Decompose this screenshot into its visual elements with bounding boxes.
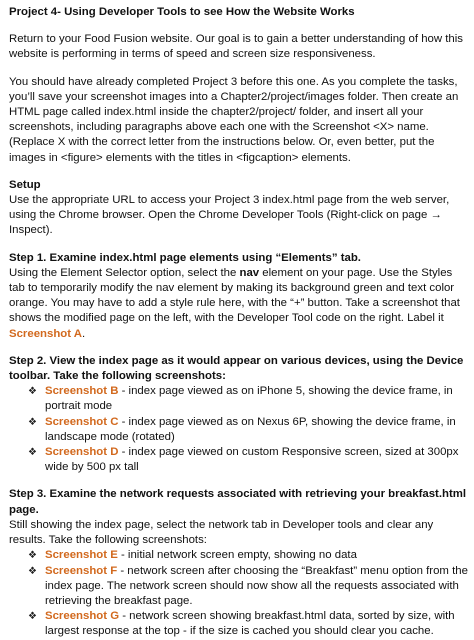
setup-text: Use the appropriate URL to access your Project 3 index.html page from the web server, using the Chrome browser. Open the Chrome Developer Tools (Right-click on page → Inspect). [9, 194, 450, 237]
instructions-paragraph: You should have already completed Project 3 before this one. As you complete the tasks, you’ll save your screenshot images into a Chapter2/project/images folder. Then create an HTML page called index.html inside the chapter2/project/ folder, and insert all your screenshots, including paragraphs above each one with the Screenshot <X> name. (Replace X with the correct letter from the instructions below. Or, even better, put the images in <figure> elements with the titles in <figcaption> elements. [9, 75, 459, 164]
screenshot-a-label: Screenshot A [9, 327, 83, 340]
list-item [9, 445, 469, 475]
step3-heading: Step 3. Examine the network requests associated with retrieving your breakfast.html page. [9, 488, 467, 516]
step3-section [9, 487, 469, 639]
list-item [9, 415, 469, 445]
step1-text-a: Using the Element Selector option, select the [9, 266, 240, 279]
list-item-text: - index page viewed as on iPhone 5, showing the device frame, in portrait mode [45, 385, 453, 413]
list-item-text: - network screen after choosing the “Breakfast” menu option from the index page. The network screen should now show all the requests associated with retrieving the breakfast page. [45, 564, 468, 607]
diamond-bullet-icon: ❖ [28, 447, 37, 459]
list-item-text: - index page viewed as on Nexus 6P, showing the device frame, in landscape mode (rotated) [45, 415, 456, 443]
list-item-text: - index page viewed on custom Responsive screen, sized at 300px wide by 500 px tall [45, 446, 459, 474]
list-item-text: - network screen showing breakfast.html data, sorted by size, with largest response at the top - if the size is cached you should clear you cache. [45, 610, 455, 638]
step1-end: . [82, 327, 86, 340]
screenshot-label: Screenshot E [45, 549, 118, 562]
diamond-bullet-icon: ❖ [28, 550, 37, 562]
intro-paragraph: Return to your Food Fusion website. Our goal is to gain a better understanding of how this website is performing in terms of speed and screen size responsiveness. [9, 33, 463, 61]
list-item [9, 548, 469, 563]
step1-text-b: element on your page. Use the Styles tab to temporarily modify the nav element by making its background green and text color orange. You may have to add a style rule here, with the “+” button. Take a screenshot that shows the modified page on the left, with the Developer Tool code on the right. Label it [9, 266, 460, 325]
screenshot-label: Screenshot D [45, 446, 119, 459]
nav-keyword: nav [239, 266, 260, 279]
list-item [9, 564, 469, 610]
step2-list [9, 384, 469, 475]
diamond-bullet-icon: ❖ [28, 386, 37, 398]
diamond-bullet-icon: ❖ [28, 611, 37, 623]
step1-heading: Step 1. Examine index.html page elements using “Elements” tab. [9, 251, 361, 264]
step2-heading: Step 2. View the index page as it would appear on various devices, using the Device toolbar. Take the following screenshots: [9, 354, 464, 383]
step3-list [9, 548, 469, 639]
diamond-bullet-icon: ❖ [28, 416, 37, 428]
list-item [9, 609, 469, 639]
step2-section [9, 354, 469, 476]
step3-text: Still showing the index page, select the network tab in Developer tools and clear any results. Take the following screenshots: [9, 518, 434, 547]
step1-section [9, 251, 469, 342]
setup-heading: Setup [9, 178, 41, 191]
step1-text [9, 266, 469, 342]
screenshot-label: Screenshot F [45, 564, 118, 577]
screenshot-label: Screenshot C [45, 415, 119, 428]
list-item [9, 384, 469, 414]
screenshot-label: Screenshot B [45, 385, 119, 398]
diamond-bullet-icon: ❖ [28, 565, 37, 577]
document-title: Project 4- Using Developer Tools to see How the Website Works [9, 6, 355, 18]
setup-section [9, 178, 469, 239]
list-item-text: - initial network screen empty, showing no data [117, 549, 357, 562]
screenshot-label: Screenshot G [45, 610, 120, 623]
